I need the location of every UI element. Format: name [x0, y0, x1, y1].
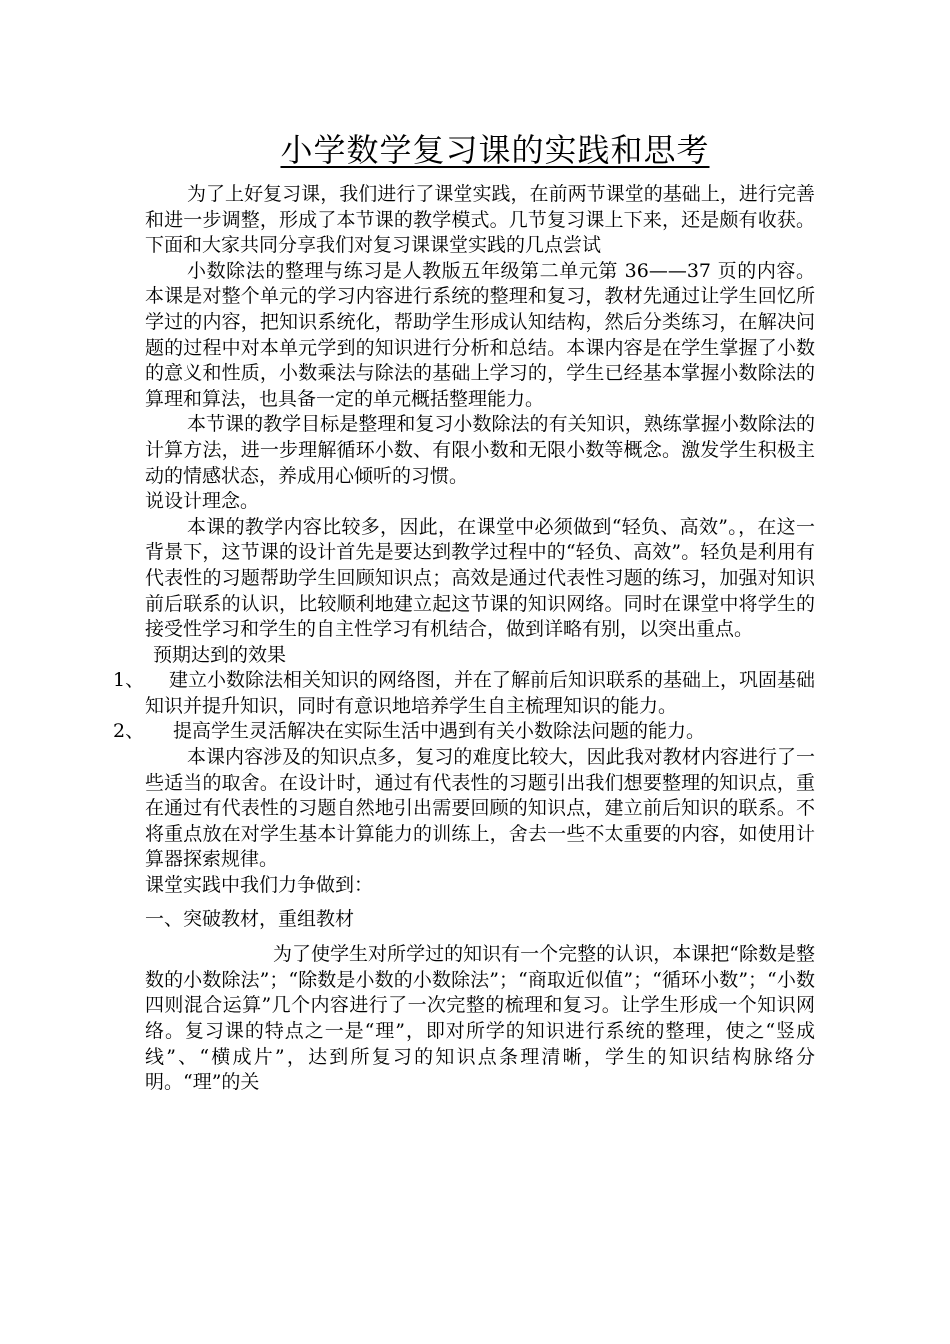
- paragraph-intro: 为了上好复习课，我们进行了课堂实践，在前两节课堂的基础上，进行完善和进一步调整，形成了本节课的教学模式。几节复习课上下来，还是颇有收获。下面和大家共同分享我们对复习课课堂实践的几点尝试: [145, 183, 815, 257]
- list-item: [113, 668, 816, 719]
- paragraph-design-concept: 本课的教学内容比较多，因此，在课堂中必须做到“轻负、高效”。，在这一背景下，这节课的设计首先是要达到教学过程中的“轻负、高效”。轻负是利用有代表性的习题帮助学生回顾知识点；高效是通过代表性习题的练习，加强对知识前后联系的认识，比较顺利地建立起这节课的知识网络。同时在课堂中将学生的接受性学习和学生的自主性学习有机结合，做到详略有别，以突出重点。: [145, 515, 815, 641]
- list-item-number: 2、: [113, 720, 145, 743]
- paragraph-teaching-goals: 本节课的教学目标是整理和复习小数除法的有关知识，熟练掌握小数除法的计算方法，进一步理解循环小数、有限小数和无限小数等概念。激发学生积极主动的情感状态，养成用心倾听的习惯。: [145, 413, 815, 487]
- paragraph-practice-heading: 课堂实践中我们力争做到：: [145, 874, 374, 897]
- section-heading-1: 一、突破教材，重组教材: [145, 907, 355, 930]
- list-item-text: 提高学生灵活解决在实际生活中遇到有关小数除法问题的能力。: [173, 720, 706, 743]
- paragraph-design-concept-heading: 说设计理念。: [145, 490, 260, 513]
- list-item: [113, 719, 815, 745]
- paragraph-restructure-textbook: 为了使学生对所学过的知识有一个完整的认识，本课把“除数是整数的小数除法”；“除数是小数的小数除法”；“商取近似值”；“循环小数”；“小数四则混合运算”几个内容进行了一次完整的梳理和复习。让学生形成一个知识网络。复习课的特点之一是“理”，即对所学的知识进行系统的整理，使之“竖成线”、“横成片”，达到所复习的知识点条理清晰，学生的知识结构脉络分明。“理”的关: [145, 943, 815, 1094]
- list-item-text: 建立小数除法相关知识的网络图，并在了解前后知识联系的基础上，巩固基础知识并提升知识，同时有意识地培养学生自主梳理知识的能力。: [145, 669, 816, 717]
- document-title-text: 小学数学复习课的实践和思考: [280, 131, 710, 169]
- paragraph-content-selection: 本课内容涉及的知识点多，复习的难度比较大，因此我对教材内容进行了一些适当的取舍。在设计时，通过有代表性的习题引出我们想要整理的知识点，重在通过有代表性的习题自然地引出需要回顾的知识点，建立前后知识的联系。不将重点放在对学生基本计算能力的训练上，舍去一些不太重要的内容，如使用计算器探索规律。: [145, 746, 815, 871]
- paragraph-content-overview: 小数除法的整理与练习是人教版五年级第二单元第 36——37 页的内容。本课是对整个单元的学习内容进行系统的整理和复习，教材先通过让学生回忆所学过的内容，把知识系统化，帮助学生形成认知结构，然后分类练习，在解决问题的过程中对本单元学到的知识进行分析和总结。本课内容是在学生掌握了小数的意义和性质，小数乘法与除法的基础上学习的，学生已经基本掌握小数除法的算理和算法，也具备一定的单元概括整理能力。: [145, 259, 815, 410]
- paragraph-expected-effects-heading: 预期达到的效果: [153, 643, 287, 666]
- list-item-number: 1、: [113, 669, 145, 692]
- document-body: [113, 182, 816, 1096]
- document-title: [0, 128, 950, 172]
